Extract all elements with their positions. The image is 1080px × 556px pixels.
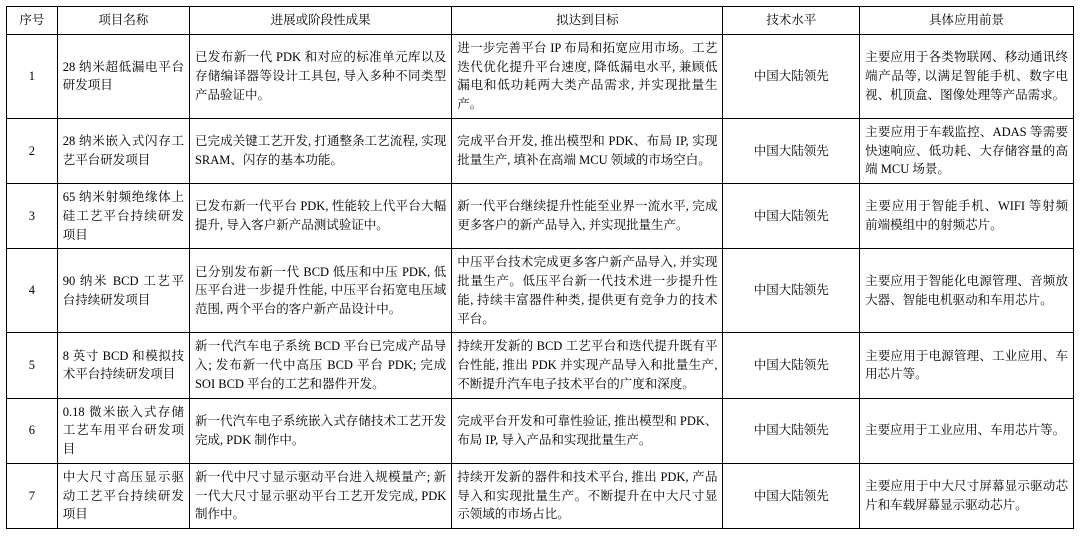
table-header-row <box>7 7 1074 35</box>
cell-goal: 完成平台开发, 推出模型和 PDK、布局 IP, 实现批量生产, 填补在高端 MCU 领域的市场空白。 <box>452 118 723 183</box>
cell-tech-level: 中国大陆领先 <box>723 463 860 528</box>
cell-goal: 持续开发新的器件和技术平台, 推出 PDK, 产品导入和实现批量生产。不断提升在中大尺寸显示领域的市场占比。 <box>452 463 723 528</box>
table-row <box>7 463 1074 528</box>
cell-progress: 新一代汽车电子系统嵌入式存储技术工艺开发完成, PDK 制作中。 <box>189 398 451 463</box>
cell-progress: 已完成关键工艺开发, 打通整条工艺流程, 实现 SRAM、闪存的基本功能。 <box>189 118 451 183</box>
cell-project-name: 0.18 微米嵌入式存储工艺车用平台研发项目 <box>57 398 189 463</box>
table-row <box>7 333 1074 398</box>
rnd-projects-table <box>6 6 1074 529</box>
cell-tech-level: 中国大陆领先 <box>723 249 860 333</box>
column-header-progress: 进展或阶段性成果 <box>189 7 451 35</box>
cell-project-name: 28 纳米嵌入式闪存工艺平台研发项目 <box>57 118 189 183</box>
cell-goal: 新一代平台继续提升性能至业界一流水平, 完成更多客户的新产品导入, 并实现批量生产。 <box>452 184 723 249</box>
table-row <box>7 249 1074 333</box>
cell-progress: 新一代中尺寸显示驱动平台进入规模量产; 新一代大尺寸显示驱动平台工艺开发完成, PDK 制作中。 <box>189 463 451 528</box>
cell-goal: 完成平台开发和可靠性验证, 推出模型和 PDK、布局 IP, 导入产品和实现批量生产。 <box>452 398 723 463</box>
cell-no: 3 <box>7 184 58 249</box>
table-row <box>7 184 1074 249</box>
cell-progress: 新一代汽车电子系统 BCD 平台已完成产品导入; 发布新一代中高压 BCD 平台 PDK; 完成 SOI BCD 平台的工艺和器件开发。 <box>189 333 451 398</box>
column-header-application: 具体应用前景 <box>860 7 1074 35</box>
cell-tech-level: 中国大陆领先 <box>723 118 860 183</box>
cell-application: 主要应用于智能手机、WIFI 等射频前端模组中的射频芯片。 <box>860 184 1074 249</box>
cell-no: 2 <box>7 118 58 183</box>
cell-no: 1 <box>7 34 58 118</box>
table-row <box>7 398 1074 463</box>
cell-progress: 已发布新一代 PDK 和对应的标准单元库以及存储编译器等设计工具包, 导入多种不同类型产品验证中。 <box>189 34 451 118</box>
column-header-tech-level: 技术水平 <box>723 7 860 35</box>
cell-tech-level: 中国大陆领先 <box>723 398 860 463</box>
cell-goal: 中压平台技术完成更多客户新产品导入, 并实现批量生产。低压平台新一代技术进一步提升性能, 持续丰富器件种类, 提供更有竞争力的技术平台。 <box>452 249 723 333</box>
cell-no: 5 <box>7 333 58 398</box>
table-header <box>7 7 1074 35</box>
column-header-project-name: 项目名称 <box>57 7 189 35</box>
cell-no: 7 <box>7 463 58 528</box>
cell-project-name: 8 英寸 BCD 和模拟技术平台持续研发项目 <box>57 333 189 398</box>
cell-project-name: 65 纳米射频绝缘体上硅工艺平台持续研发项目 <box>57 184 189 249</box>
cell-project-name: 90 纳米 BCD 工艺平台持续研发项目 <box>57 249 189 333</box>
cell-progress: 已分别发布新一代 BCD 低压和中压 PDK, 低压平台进一步提升性能, 中压平台拓宽电压域范围, 两个平台的客户新产品设计中。 <box>189 249 451 333</box>
column-header-goal: 拟达到目标 <box>452 7 723 35</box>
table-row <box>7 118 1074 183</box>
cell-tech-level: 中国大陆领先 <box>723 333 860 398</box>
cell-no: 4 <box>7 249 58 333</box>
cell-application: 主要应用于工业应用、车用芯片等。 <box>860 398 1074 463</box>
table-body <box>7 34 1074 528</box>
table-row <box>7 34 1074 118</box>
cell-application: 主要应用于电源管理、工业应用、车用芯片等。 <box>860 333 1074 398</box>
cell-goal: 持续开发新的 BCD 工艺平台和迭代提升既有平台性能, 推出 PDK 并实现产品导入和批量生产, 不断提升汽车电子技术平台的广度和深度。 <box>452 333 723 398</box>
cell-tech-level: 中国大陆领先 <box>723 34 860 118</box>
cell-progress: 已发布新一代平台 PDK, 性能较上代平台大幅提升, 导入客户新产品测试验证中。 <box>189 184 451 249</box>
cell-tech-level: 中国大陆领先 <box>723 184 860 249</box>
cell-project-name: 28 纳米超低漏电平台研发项目 <box>57 34 189 118</box>
cell-application: 主要应用于车载监控、ADAS 等需要快速响应、低功耗、大存储容量的高端 MCU 场景。 <box>860 118 1074 183</box>
cell-goal: 进一步完善平台 IP 布局和拓宽应用市场。工艺迭代优化提升平台速度, 降低漏电水平, 兼顾低漏电和低功耗两大类产品需求, 并实现批量生产。 <box>452 34 723 118</box>
column-header-no: 序号 <box>7 7 58 35</box>
cell-project-name: 中大尺寸高压显示驱动工艺平台持续研发项目 <box>57 463 189 528</box>
cell-application: 主要应用于智能化电源管理、音频放大器、智能电机驱动和车用芯片。 <box>860 249 1074 333</box>
cell-no: 6 <box>7 398 58 463</box>
cell-application: 主要应用于各类物联网、移动通讯终端产品等, 以满足智能手机、数字电视、机顶盒、图像处理等产品需求。 <box>860 34 1074 118</box>
cell-application: 主要应用于中大尺寸屏幕显示驱动芯片和车载屏幕显示驱动芯片。 <box>860 463 1074 528</box>
